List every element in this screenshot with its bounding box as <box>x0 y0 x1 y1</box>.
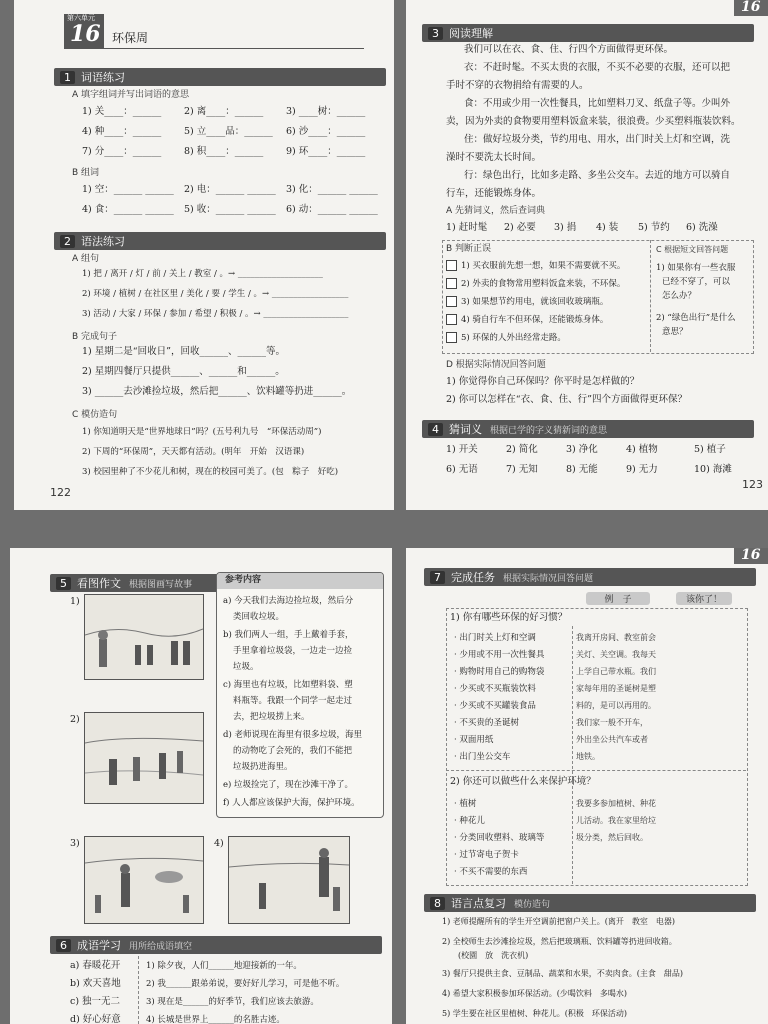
s1-a-item: 2) 离____：______ <box>184 106 264 117</box>
unit-header <box>64 14 364 49</box>
s8-item: 4) 希望大家积极参加环保活动。(少喝饮料 多喝水) <box>442 989 627 998</box>
s1-b-item: 3) 化：______ ______ <box>286 184 378 195</box>
q1-example: 上学自己带水瓶。我们 <box>576 667 656 676</box>
q1-example: 我们家一般不开车， <box>576 718 648 727</box>
section-7-header <box>424 568 756 586</box>
lesson-title: 环保周 <box>112 31 149 45</box>
corner-tag <box>734 0 768 16</box>
lesson-number: 16 <box>70 21 101 47</box>
section-4-subtitle: 根据已学的字义猜新词的意思 <box>490 426 608 436</box>
section-8-subtitle: 模仿造句 <box>514 900 551 910</box>
s3-c-item: 2) “绿色出行”是什么 <box>656 313 736 323</box>
section-8-number: 8 <box>430 897 445 910</box>
passage-line: 澡时不要洗太长时间。 <box>446 152 542 163</box>
section-1-number: 1 <box>60 71 75 84</box>
q1-habit: · 购物时用自己的购物袋 <box>454 667 545 677</box>
section-3-title: 阅读理解 <box>449 27 493 40</box>
q1-habit: · 出门坐公交车 <box>454 752 511 762</box>
s2-b-item: 2) 星期四餐厅只提供______、______和______。 <box>82 366 285 377</box>
judge-divider <box>650 240 651 352</box>
reference-line: 垃圾扔进海里。 <box>233 762 293 772</box>
q2-example: 圾分类，然后回收。 <box>576 833 648 842</box>
section-1-header <box>54 68 386 86</box>
s3-d-label: D 根据实际情况回答问题 <box>446 360 546 370</box>
q1-example: 我离开房间、教室前会 <box>576 633 656 642</box>
section-2-title: 语法练习 <box>81 235 125 248</box>
page-picture-writing <box>10 548 392 1024</box>
page-number: 123 <box>742 478 763 491</box>
s4-word: 9) 无力 <box>626 464 658 475</box>
passage-line: 我们可以在衣、食、住、行四个方面做得更环保。 <box>464 44 674 55</box>
judge-checkbox[interactable] <box>446 314 457 325</box>
idiom-sentence: 3) 现在是______的好季节，我们应该去旅游。 <box>146 997 319 1007</box>
q1-habit: · 双面用纸 <box>454 735 494 745</box>
s3-c-item: 怎么办？ <box>662 291 697 301</box>
task-question: 1) 你有哪些环保的好习惯？ <box>450 612 568 623</box>
section-8-header <box>424 894 756 912</box>
reference-line: b) 我们两人一组，手上戴着手套， <box>223 630 354 640</box>
page-number: 122 <box>50 486 71 499</box>
reference-box <box>216 572 384 818</box>
judge-checkbox[interactable] <box>446 332 457 343</box>
idiom-option: b) 欢天喜地 <box>70 978 121 989</box>
s1-a-item: 5) 立____品：______ <box>184 126 273 137</box>
s3-a-word: 6) 洗澡 <box>686 222 718 233</box>
reference-line: 手里拿着垃圾袋，一边走一边捡 <box>233 646 353 656</box>
judge-row <box>446 278 625 290</box>
s3-b-label: B 判断正误 <box>446 244 492 254</box>
s4-word: 7) 无知 <box>506 464 538 475</box>
s3-c-label: C 根据短文回答问题 <box>656 245 729 254</box>
judge-text: 3) 如果想节约用电，就该回收玻璃瓶。 <box>461 297 609 307</box>
reference-line: 类回收垃圾。 <box>233 612 285 622</box>
judge-row <box>446 314 608 326</box>
judge-checkbox[interactable] <box>446 278 457 289</box>
judge-text: 5) 环保的人外出经常走路。 <box>461 333 566 343</box>
s2-c-item: 2) 下周的“环保周”，天天都有活动。(明年 开始 汉语课) <box>82 447 305 457</box>
section-6-number: 6 <box>56 939 71 952</box>
task-question: 2) 你还可以做些什么来保护环境？ <box>450 776 596 787</box>
corner-tag <box>734 548 768 564</box>
reference-line: f) 人人都应该保护大海，保护环境。 <box>223 798 360 808</box>
page-122 <box>14 0 394 510</box>
s3-d-item: 1) 你觉得你自己环保吗？你平时是怎样做的？ <box>446 376 640 387</box>
corner-tag-number: 16 <box>741 0 761 15</box>
idiom-divider <box>138 956 139 1024</box>
s2-a-item: 3) 活动 / 大家 / 环保 / 参加 / 希望 / 积极 / 。→ ____________________ <box>82 309 349 319</box>
idiom-option: d) 好心好意 <box>70 1014 121 1024</box>
reference-line: 的动物吃了会死的，我们不能把 <box>233 746 353 756</box>
idiom-sentence: 2) 我______跟弟弟说，要好好儿学习，可是他不听。 <box>146 979 345 989</box>
s4-word: 5) 植子 <box>694 444 726 455</box>
judge-text: 2) 外卖的食物常用塑料饭盒来装，不环保。 <box>461 279 626 289</box>
section-5-number: 5 <box>56 577 71 590</box>
passage-line: 行车，还能锻炼身体。 <box>446 188 542 199</box>
s4-word: 8) 无能 <box>566 464 598 475</box>
s1-b-item: 2) 电：______ ______ <box>184 184 276 195</box>
section-2-header <box>54 232 386 250</box>
s4-word: 6) 无语 <box>446 464 478 475</box>
s3-a-word: 1) 赶时髦 <box>446 222 488 233</box>
q2-idea: · 分类回收塑料、玻璃等 <box>454 833 545 843</box>
q1-habit: · 不买贵的圣诞树 <box>454 718 519 728</box>
section-5-title: 看图作文 <box>77 577 121 590</box>
beach-picture-1 <box>84 594 204 680</box>
task-separator <box>446 770 746 771</box>
q1-example: 地铁。 <box>576 752 600 761</box>
q2-idea: · 不买不需要的东西 <box>454 867 528 877</box>
s1-b-item: 4) 食：______ ______ <box>82 204 174 215</box>
s3-a-word: 4) 装 <box>596 222 619 233</box>
section-4-header <box>422 420 754 438</box>
reference-line: e) 垃圾捡完了，现在沙滩干净了。 <box>223 780 354 790</box>
lesson-badge <box>64 14 104 48</box>
idiom-sentence: 1) 除夕夜，人们______地迎接新的一年。 <box>146 961 302 971</box>
s1-a-item: 7) 分____：______ <box>82 146 162 157</box>
section-4-number: 4 <box>428 423 443 436</box>
picture-label: 1) <box>70 596 80 607</box>
section-8-title: 语言点复习 <box>451 897 506 910</box>
s2-a-item: 1) 把 / 离开 / 灯 / 前 / 关上 / 教室 / 。→ ____________________ <box>82 269 323 279</box>
judge-checkbox[interactable] <box>446 260 457 271</box>
unit-tag: 第六单元 <box>67 14 95 22</box>
picture-label: 4) <box>214 838 224 849</box>
corner-tag-number: 16 <box>741 548 761 563</box>
s2-a-item: 2) 环境 / 植树 / 在社区里 / 美化 / 要 / 学生 / 。→ __________________ <box>82 289 349 299</box>
reference-line: a) 今天我们去海边捡垃圾，然后分 <box>223 596 354 606</box>
s1-a-item: 4) 种____：______ <box>82 126 162 137</box>
s8-item: 3) 餐厅只提供主食、豆制品、蔬菜和水果，不卖肉食。(主食 甜品) <box>442 969 683 978</box>
section-6-title: 成语学习 <box>77 939 121 952</box>
s1-a-item: 1) 关____：______ <box>82 106 162 117</box>
section-7-title: 完成任务 <box>451 571 495 584</box>
page-123 <box>406 0 768 510</box>
q1-example: 关灯、关空调。我每天 <box>576 650 656 659</box>
reference-line: 料瓶等。我跟一个同学一起走过 <box>233 696 353 706</box>
s1-b-item: 6) 动：______ ______ <box>286 204 378 215</box>
q1-habit: · 出门时关上灯和空调 <box>454 633 536 643</box>
judge-row <box>446 332 566 344</box>
s8-item: 5) 学生要在社区里植树、种花儿。(积极 环保活动) <box>442 1009 627 1018</box>
idiom-sentence: 4) 长城是世界上______的名胜古迹。 <box>146 1015 285 1024</box>
s2-b-label: B 完成句子 <box>72 332 118 342</box>
q1-habit: · 少用或不用一次性餐具 <box>454 650 545 660</box>
picture-label: 2) <box>70 714 80 725</box>
section-2-number: 2 <box>60 235 75 248</box>
q2-idea: · 种花儿 <box>454 816 485 826</box>
s4-word: 3) 净化 <box>566 444 598 455</box>
s2-c-item: 1) 你知道明天是“世界地球日”吗？(五号利九号 “环保活动周”) <box>82 427 322 437</box>
section-1-title: 词语练习 <box>81 71 125 84</box>
s8-item: (校園 放 洗衣机) <box>442 951 529 960</box>
s1-b-item: 1) 空：______ ______ <box>82 184 174 195</box>
passage-line: 卖，因为外卖的食物要用塑料饭盒来装，很浪费。少买塑料瓶装饮料。 <box>446 116 741 127</box>
s3-a-label: A 先猜词义，然后查词典 <box>446 206 546 216</box>
s1-a-item: 3) ____树：______ <box>286 106 366 117</box>
s3-c-item: 已经不穿了，可以 <box>662 277 731 287</box>
s1-a-item: 6) 沙____：______ <box>286 126 366 137</box>
passage-line: 行：绿色出行，比如多走路、多坐公交车。去近的地方可以骑自 <box>464 170 731 181</box>
picture-label: 3) <box>70 838 80 849</box>
q1-example: 外出坐公共汽车或者 <box>576 735 648 744</box>
q2-example: 我要多参加植树、种花 <box>576 799 656 808</box>
passage-line: 衣：不赶时髦。不买太贵的衣服，不买不必要的衣服，还可以把 <box>464 62 731 73</box>
reference-line: d) 老师说现在海里有很多垃圾，海里 <box>223 730 362 740</box>
s2-a-label: A 组句 <box>72 254 100 264</box>
judge-text: 4) 骑自行车不但环保，还能锻炼身体。 <box>461 315 609 325</box>
section-7-subtitle: 根据实际情况回答问题 <box>503 574 594 584</box>
s1-b-label: B 组词 <box>72 168 100 178</box>
s1-b-item: 5) 收：______ ______ <box>184 204 276 215</box>
judge-row <box>446 260 625 272</box>
task-divider <box>572 626 573 884</box>
section-7-number: 7 <box>430 571 445 584</box>
s2-c-item: 3) 校园里种了不少花儿和树，现在的校园可美了。(包 粽子 好吃) <box>82 467 339 477</box>
s3-a-word: 2) 必要 <box>504 222 536 233</box>
s1-a-item: 8) 积____：______ <box>184 146 264 157</box>
section-6-subtitle: 用所给成语填空 <box>129 942 193 952</box>
s4-word: 10) 海滩 <box>694 464 732 475</box>
s3-c-item: 1) 如果你有一些衣服 <box>656 263 736 273</box>
s3-d-item: 2) 你可以怎样在“衣、食、住、行”四个方面做得更环保？ <box>446 394 687 405</box>
s1-a-item: 9) 环____：______ <box>286 146 366 157</box>
your-turn-tab: 该你了！ <box>676 592 732 605</box>
passage-line: 手时不穿的衣物捐给有需要的人。 <box>446 80 589 91</box>
reference-line: 去，把垃圾捞上来。 <box>233 712 310 722</box>
q2-example: 儿活动。我在家里给垃 <box>576 816 656 825</box>
s3-c-item: 意思？ <box>662 327 688 337</box>
passage-line: 住：做好垃圾分类，节约用电、用水，出门时关上灯和空调，洗 <box>464 134 731 145</box>
s4-word: 4) 植物 <box>626 444 658 455</box>
section-5-subtitle: 根据图画写故事 <box>129 580 193 590</box>
q1-habit: · 少买或不买瓶装饮料 <box>454 684 536 694</box>
judge-text: 1) 买衣服前先想一想，如果不需要就不买。 <box>461 261 626 271</box>
s3-a-word: 3) 捐 <box>554 222 577 233</box>
section-5-header <box>50 574 222 592</box>
passage-line: 食：不用或少用一次性餐具，比如塑料刀叉、纸盘子等。少叫外 <box>464 98 731 109</box>
idiom-option: a) 春暖花开 <box>70 960 121 971</box>
s2-b-item: 1) 星期二是“回收日”，回收______、______等。 <box>82 346 285 357</box>
section-3-number: 3 <box>428 27 443 40</box>
idiom-option: c) 独一无二 <box>70 996 121 1007</box>
s8-item: 2) 全校师生去沙滩捡垃圾，然后把玻璃瓶、饮料罐等扔进回收箱。 <box>442 937 677 946</box>
example-tab: 例 子 <box>586 592 650 605</box>
q1-habit: · 少买或不买罐装食品 <box>454 701 536 711</box>
beach-picture-3 <box>84 836 204 924</box>
s4-word: 2) 简化 <box>506 444 538 455</box>
q2-idea: · 过节寄电子贺卡 <box>454 850 519 860</box>
s2-b-item: 3) ______去沙滩捡垃圾，然后把______、饮料罐等扔进______。 <box>82 386 352 397</box>
s3-a-word: 5) 节约 <box>638 222 670 233</box>
s1-a-label: A 填字组词并写出词语的意思 <box>72 90 190 100</box>
q2-idea: · 植树 <box>454 799 477 809</box>
q1-example: 家每年用的圣诞树是塑 <box>576 684 656 693</box>
judge-checkbox[interactable] <box>446 296 457 307</box>
section-6-header <box>50 936 382 954</box>
q1-example: 料的，是可以再用的。 <box>576 701 656 710</box>
section-3-header <box>422 24 754 42</box>
s4-word: 1) 开关 <box>446 444 478 455</box>
reference-line: 垃圾。 <box>233 662 259 672</box>
page-tasks <box>406 548 768 1024</box>
s2-c-label: C 模仿造句 <box>72 410 118 420</box>
beach-picture-2 <box>84 712 204 804</box>
beach-picture-4 <box>228 836 350 924</box>
section-4-title: 猜词义 <box>449 423 482 436</box>
reference-line: c) 海里也有垃圾，比如塑料袋、塑 <box>223 680 353 690</box>
s8-item: 1) 老师提醒所有的学生开空调前把窗户关上。(离开 教室 电器) <box>442 917 675 926</box>
judge-row <box>446 296 608 308</box>
reference-title: 参考内容 <box>225 575 262 585</box>
